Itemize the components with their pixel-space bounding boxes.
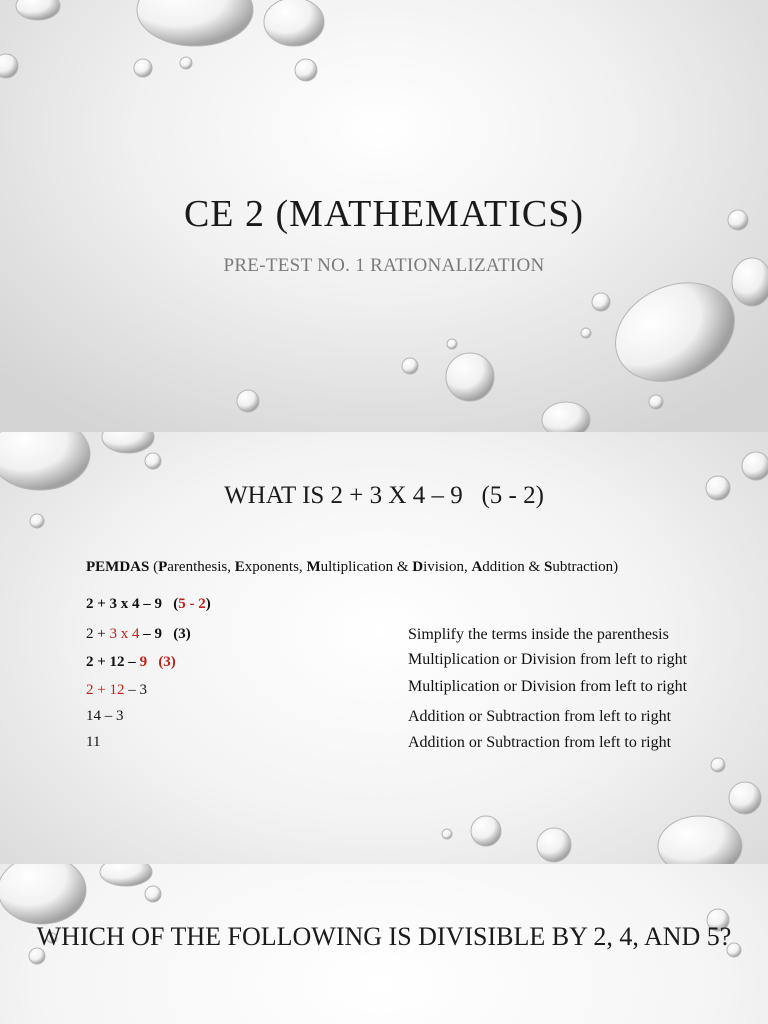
presentation-title: CE 2 (MATHEMATICS) (183, 193, 585, 235)
pemdas-slide (0, 432, 768, 864)
title-slide (0, 0, 768, 432)
note-3: Multiplication or Division from left to right (408, 678, 688, 695)
presentation-subtitle: PRE-TEST NO. 1 RATIONALIZATION (223, 255, 545, 276)
question-title: WHAT IS 2 + 3 X 4 – 9 (5 - 2) (224, 482, 544, 509)
step-3: 2 + 12 – 9 (3) (86, 654, 176, 670)
pemdas-label: PEMDAS (86, 559, 150, 575)
pemdas-definition: PEMDAS (Parenthesis, Exponents, Multiplication & Division, Addition & Subtraction) (86, 559, 619, 575)
step-4: 2 + 12 – 3 (86, 682, 147, 698)
step-5: 14 – 3 (86, 708, 124, 724)
note-5: Addition or Subtraction from left to right (408, 734, 672, 751)
question-slide (0, 864, 768, 1024)
step-1: 2 + 3 x 4 – 9 (5 - 2) (86, 596, 211, 612)
step-6: 11 (86, 734, 101, 750)
note-2: Multiplication or Division from left to right (408, 651, 688, 668)
note-4: Addition or Subtraction from left to right (408, 708, 672, 725)
question-title: WHICH OF THE FOLLOWING IS DIVISIBLE BY 2, 4, AND 5? (36, 922, 732, 951)
note-1: Simplify the terms inside the parenthesis (408, 626, 669, 643)
step-2: 2 + 3 x 4 – 9 (3) (86, 626, 191, 642)
